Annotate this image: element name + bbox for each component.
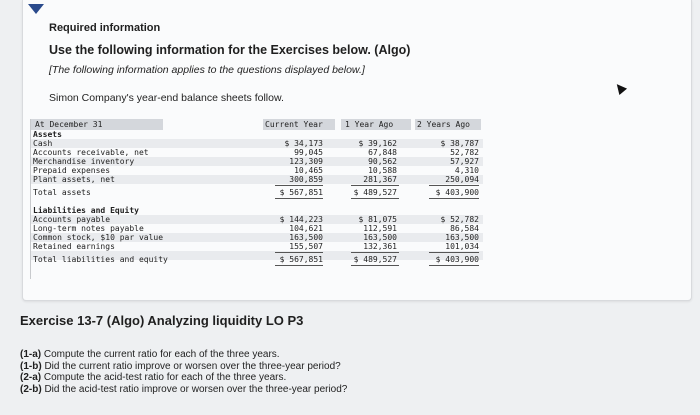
cell-value: 123,309 xyxy=(289,157,323,166)
cell-value: 10,465 xyxy=(294,166,323,175)
row-band xyxy=(31,139,483,148)
question-item xyxy=(20,384,347,396)
assets-heading: Assets xyxy=(33,130,62,139)
total-value: $ 489,527 xyxy=(353,255,397,264)
cell-value: 101,034 xyxy=(445,242,479,251)
row-label: Plant assets, net xyxy=(33,175,115,184)
mouse-cursor-icon xyxy=(613,81,627,95)
total-rule xyxy=(351,198,399,199)
cell-value: 10,588 xyxy=(368,166,397,175)
col-header-1-year-ago: 1 Year Ago xyxy=(345,120,394,129)
cell-value: 163,500 xyxy=(363,233,397,242)
total-value: $ 567,851 xyxy=(279,255,323,264)
cell-value: 104,621 xyxy=(289,224,323,233)
cell-value: $ 34,173 xyxy=(284,139,323,148)
cell-value: $ 39,162 xyxy=(358,139,397,148)
cell-value: 90,562 xyxy=(368,157,397,166)
row-label: Merchandise inventory xyxy=(33,157,135,166)
intro-text: Simon Company's year-end balance sheets follow. xyxy=(49,92,284,104)
cell-value: 4,310 xyxy=(454,166,479,175)
cell-value: 132,361 xyxy=(363,242,397,251)
question-label: (2-a) xyxy=(20,372,42,383)
col-header-current-year: Current Year xyxy=(265,120,323,129)
cell-value: 52,782 xyxy=(450,148,479,157)
question-item xyxy=(20,361,347,373)
cell-value: $ 81,075 xyxy=(358,215,397,224)
cell-value: 67,848 xyxy=(368,148,397,157)
question-list xyxy=(20,349,347,395)
row-label: Retained earnings xyxy=(33,242,115,251)
subtotal-rule xyxy=(275,252,323,253)
total-rule xyxy=(429,265,479,266)
applies-note: [The following information applies to the questions displayed below.] xyxy=(49,64,365,76)
total-rule xyxy=(275,265,323,266)
total-rule xyxy=(429,198,479,199)
col-header-label: At December 31 xyxy=(35,120,103,129)
total-value: $ 567,851 xyxy=(279,188,323,197)
question-text: Compute the acid-test ratio for each of the three years. xyxy=(41,372,287,383)
cell-value: $ 52,782 xyxy=(440,215,479,224)
col-header-2-years-ago: 2 Years Ago xyxy=(417,120,470,129)
total-value: $ 403,900 xyxy=(435,188,479,197)
cell-value: $ 38,787 xyxy=(440,139,479,148)
row-label: Accounts payable xyxy=(33,215,111,224)
subtotal-rule xyxy=(351,252,399,253)
question-text: Compute the current ratio for each of the three years. xyxy=(41,349,280,360)
subtotal-rule xyxy=(429,185,479,186)
subtotal-rule xyxy=(351,185,399,186)
row-label: Accounts receivable, net xyxy=(33,148,149,157)
question-label: (1-a) xyxy=(20,349,42,360)
cell-value: 155,507 xyxy=(289,242,323,251)
cell-value: 163,500 xyxy=(445,233,479,242)
total-rule xyxy=(351,265,399,266)
balance-sheet-table xyxy=(30,119,483,279)
row-label: Prepaid expenses xyxy=(33,166,111,175)
total-value: $ 489,527 xyxy=(353,188,397,197)
instructions-heading: Use the following information for the Exercises below. (Algo) xyxy=(49,43,411,57)
cell-value: 112,591 xyxy=(363,224,397,233)
cell-value: $ 144,223 xyxy=(279,215,323,224)
question-text: Did the current ratio improve or worsen over the three-year period? xyxy=(41,360,341,372)
question-label: (2-b) xyxy=(20,383,42,395)
question-item xyxy=(20,372,347,384)
total-rule xyxy=(275,198,323,199)
subtotal-rule xyxy=(429,252,479,253)
liabilities-heading: Liabilities and Equity xyxy=(33,206,139,215)
question-item xyxy=(20,349,347,361)
required-information-heading: Required information xyxy=(49,22,161,34)
collapse-arrow-icon[interactable] xyxy=(28,4,44,14)
cell-value: 250,094 xyxy=(445,175,479,184)
total-assets-label: Total assets xyxy=(33,188,91,197)
row-label: Common stock, $10 par value xyxy=(33,233,164,242)
total-value: $ 403,900 xyxy=(435,255,479,264)
question-text: Did the acid-test ratio improve or worsen over the three-year period? xyxy=(41,383,348,395)
cell-value: 281,367 xyxy=(363,175,397,184)
cell-value: 300,859 xyxy=(289,175,323,184)
cell-value: 99,045 xyxy=(294,148,323,157)
subtotal-rule xyxy=(275,185,323,186)
cell-value: 163,500 xyxy=(289,233,323,242)
row-label: Long-term notes payable xyxy=(33,224,144,233)
question-label: (1-b) xyxy=(20,360,42,372)
row-label: Cash xyxy=(33,139,53,148)
total-liabilities-label: Total liabilities and equity xyxy=(33,255,168,264)
cell-value: 86,584 xyxy=(450,224,479,233)
exercise-title: Exercise 13-7 (Algo) Analyzing liquidity LO P3 xyxy=(20,313,304,328)
cell-value: 57,927 xyxy=(450,157,479,166)
